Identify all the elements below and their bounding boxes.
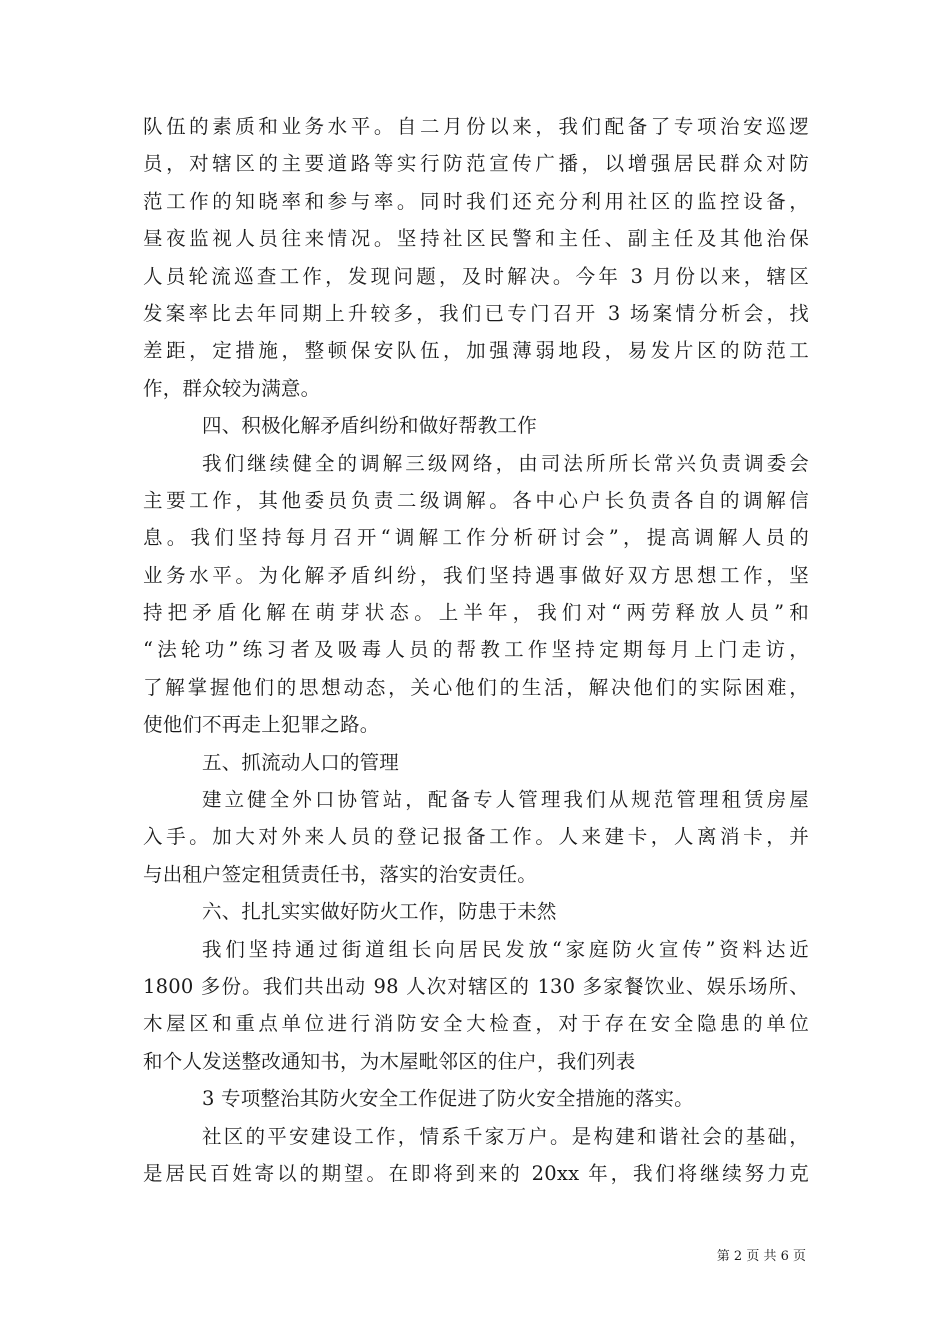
- paragraph-line: 我们继续健全的调解三级网络，由司法所所长常兴负责调委会: [202, 451, 809, 475]
- paragraph-line: 木屋区和重点单位进行消防安全大检查，对于存在安全隐患的单位: [143, 1012, 809, 1036]
- paragraph-line: 主要工作，其他委员负责二级调解。各中心户长负责各自的调解信: [143, 488, 809, 512]
- paragraph-line: 我们坚持通过街道组长向居民发放“家庭防火宣传”资料达近: [202, 937, 809, 961]
- paragraph-line: 了解掌握他们的思想动态，关心他们的生活，解决他们的实际困难，: [143, 675, 809, 699]
- paragraph-line: 使他们不再走上犯罪之路。: [143, 713, 380, 737]
- paragraph-line: 作，群众较为满意。: [143, 376, 321, 400]
- page-number: 第 2 页 共 6 页: [716, 1249, 806, 1264]
- paragraph-line: 是居民百姓寄以的期望。在即将到来的 20xx 年，我们将继续努力克: [143, 1161, 809, 1185]
- paragraph-line: 人员轮流巡查工作，发现问题，及时解决。今年 3 月份以来，辖区: [143, 264, 809, 288]
- paragraph-line: “法轮功”练习者及吸毒人员的帮教工作坚持定期每月上门走访，: [143, 638, 809, 662]
- paragraph-line: 持把矛盾化解在萌芽状态。上半年，我们对“两劳释放人员”和: [143, 601, 809, 625]
- section-heading: 四、积极化解矛盾纠纷和做好帮教工作: [202, 414, 537, 438]
- paragraph-line: 息。我们坚持每月召开“调解工作分析研讨会”，提高调解人员的: [143, 526, 809, 550]
- paragraph-line: 3 专项整治其防火安全工作促进了防火安全措施的落实。: [202, 1087, 694, 1111]
- paragraph-line: 1800 多份。我们共出动 98 人次对辖区的 130 多家餐饮业、娱乐场所、: [143, 974, 809, 998]
- paragraph-line: 昼夜监视人员往来情况。坚持社区民警和主任、副主任及其他治保: [143, 227, 809, 251]
- paragraph-line: 与出租户签定租赁责任书，落实的治安责任。: [143, 862, 538, 886]
- paragraph-line: 范工作的知晓率和参与率。同时我们还充分利用社区的监控设备，: [143, 189, 809, 213]
- paragraph-line: 差距，定措施，整顿保安队伍，加强薄弱地段，易发片区的防范工: [143, 339, 809, 363]
- section-heading: 五、抓流动人口的管理: [202, 750, 400, 774]
- paragraph-line: 社区的平安建设工作，情系千家万户。是构建和谐社会的基础，: [202, 1124, 809, 1148]
- paragraph-line: 业务水平。为化解矛盾纠纷，我们坚持遇事做好双方思想工作，坚: [143, 563, 809, 587]
- paragraph-line: 建立健全外口协管站，配备专人管理我们从规范管理租赁房屋: [202, 788, 809, 812]
- paragraph-line: 和个人发送整改通知书，为木屋毗邻区的住户，我们列表: [143, 1049, 636, 1073]
- paragraph-line: 队伍的素质和业务水平。自二月份以来，我们配备了专项治安巡逻: [143, 115, 809, 138]
- paragraph-line: 入手。加大对外来人员的登记报备工作。人来建卡，人离消卡，并: [143, 825, 809, 849]
- section-heading: 六、扎扎实实做好防火工作，防患于未然: [202, 900, 557, 924]
- paragraph-line: 发案率比去年同期上升较多，我们已专门召开 3 场案情分析会，找: [143, 301, 809, 325]
- document-body: [143, 108, 809, 1192]
- paragraph-line: 员，对辖区的主要道路等实行防范宣传广播，以增强居民群众对防: [143, 152, 809, 176]
